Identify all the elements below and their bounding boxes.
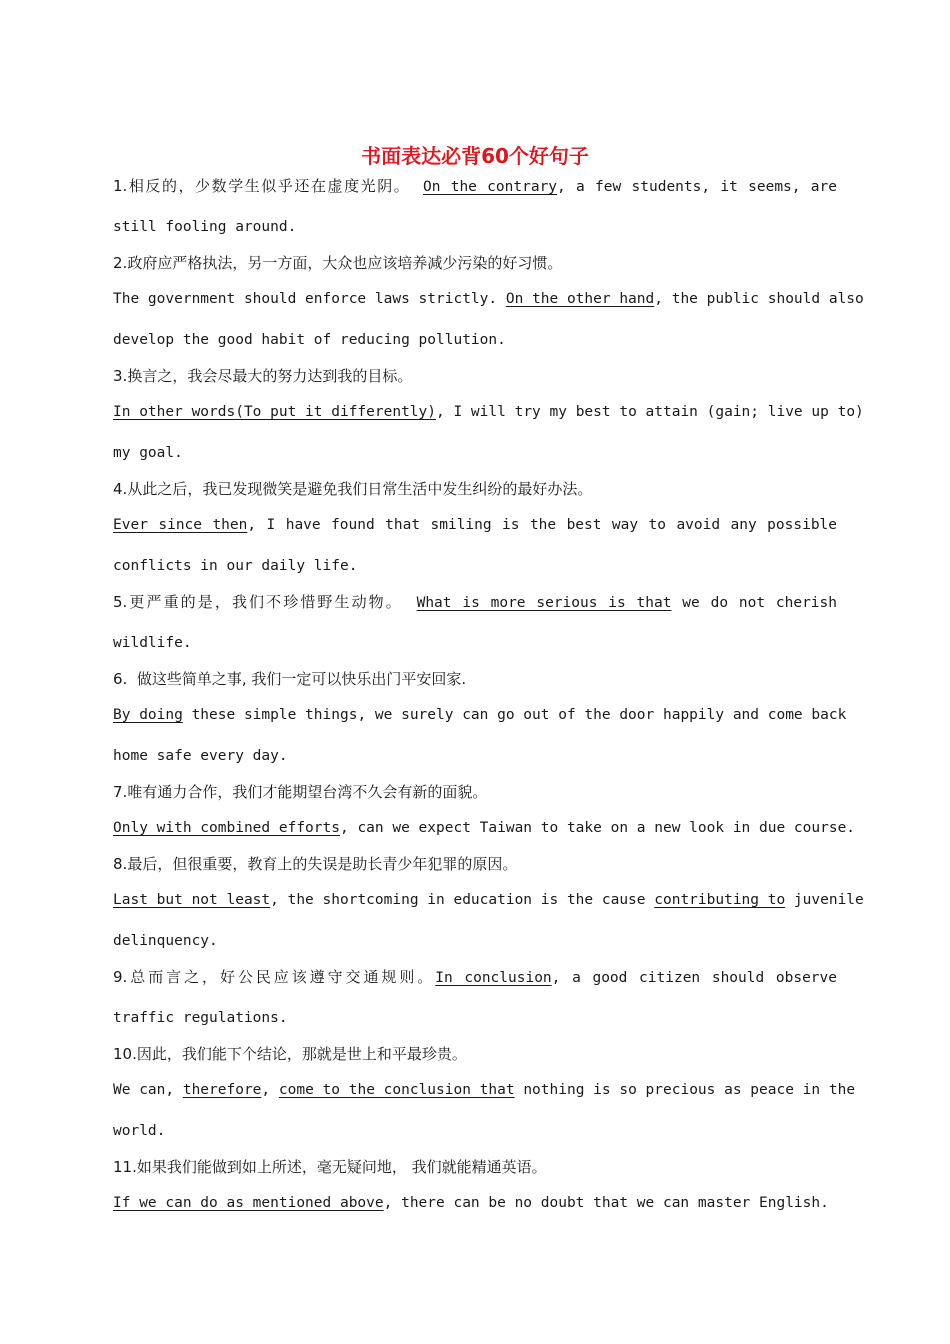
sentence-8-number: 8. <box>113 855 128 873</box>
sentence-10-english-a <box>113 1079 856 1101</box>
sentence-5-number: 5. <box>113 593 128 611</box>
sentence-1-english-b: still fooling around. <box>113 219 297 235</box>
sentence-2-number: 2. <box>113 254 128 272</box>
sentence-2-line <box>113 252 837 274</box>
sentence-10-english-a3: nothing is so precious as peace in the <box>514 1082 856 1098</box>
sentence-7-number: 7. <box>113 783 128 801</box>
sentence-2-english-a1: The government should enforce laws strictly. <box>113 291 506 307</box>
sentence-8-chinese: 最后，但很重要，教育上的失误是助长青少年犯罪的原因。 <box>127 855 518 873</box>
sentence-1-line <box>113 175 837 198</box>
sentence-5-chinese: 更严重的是，我们不珍惜野生动物。 <box>127 593 403 611</box>
page-title: 书面表达必背60个好句子 <box>361 144 589 168</box>
sentence-2-english-b: develop the good habit of reducing pollution. <box>113 332 506 348</box>
sentence-6-line <box>113 668 837 690</box>
sentence-6-english-b: home safe every day. <box>113 748 288 764</box>
sentence-10-line <box>113 1043 837 1065</box>
sentence-10-english-a2: , <box>261 1082 279 1098</box>
sentence-5-english-b: wildlife. <box>113 635 192 651</box>
sentence-4-english-a1: , I have found that smiling is the best way to avoid any possible <box>247 517 838 533</box>
sentence-11-english-a <box>113 1192 837 1214</box>
sentence-2-english-a2: , the public should also <box>654 291 864 307</box>
sentence-6-chinese: 做这些简单之事, 我们一定可以快乐出门平安回家. <box>136 670 467 688</box>
sentence-11-chinese: 如果我们能做到如上所述，毫无疑问地， 我们就能精通英语。 <box>136 1158 547 1176</box>
sentence-7-line <box>113 781 837 803</box>
sentence-8-english-a <box>113 889 864 911</box>
sentence-9-phrase: In conclusion <box>435 970 552 986</box>
sentence-9-number: 9. <box>113 968 128 986</box>
sentence-7-chinese: 唯有通力合作，我们才能期望台湾不久会有新的面貌。 <box>127 783 488 801</box>
sentence-6-english-a1: these simple things, we surely can go out of the door happily and come back <box>182 707 847 723</box>
sentence-10-english-b: world. <box>113 1123 166 1139</box>
sentence-10-phrase: therefore <box>182 1082 262 1098</box>
sentence-10-phrase-2: come to the conclusion that <box>278 1082 515 1098</box>
sentence-9-line <box>113 966 837 989</box>
sentence-6-phrase: By doing <box>113 707 183 723</box>
sentence-4-phrase: Ever since then <box>113 517 248 533</box>
sentence-1-phrase: On the contrary <box>422 179 558 195</box>
sentence-8-english-b: delinquency. <box>113 933 218 949</box>
sentence-3-english-a1: , I will try my best to attain (gain; live up to) <box>436 404 864 420</box>
sentence-3-phrase: In other words(To put it differently) <box>113 404 437 420</box>
sentence-8-phrase: Last but not least <box>113 892 271 908</box>
sentence-5-line <box>113 591 837 614</box>
sentence-6-english-a <box>113 704 847 726</box>
sentence-5-phrase: What is more serious is that <box>416 595 672 611</box>
sentence-3-english-b: my goal. <box>113 445 183 461</box>
sentence-3-number: 3. <box>113 367 128 385</box>
sentence-3-line <box>113 365 837 387</box>
sentence-9-chinese: 总而言之，好公民应该遵守交通规则。 <box>127 968 436 986</box>
sentence-2-english-a <box>113 288 864 310</box>
sentence-9-english-b: traffic regulations. <box>113 1010 288 1026</box>
sentence-8-phrase-2: contributing to <box>654 892 786 908</box>
sentence-3-chinese: 换言之，我会尽最大的努力达到我的目标。 <box>127 367 413 385</box>
sentence-4-number: 4. <box>113 480 128 498</box>
sentence-2-phrase: On the other hand <box>505 291 655 307</box>
sentence-4-english-b: conflicts in our daily life. <box>113 558 358 574</box>
sentence-11-phrase: If we can do as mentioned above <box>113 1195 384 1211</box>
sentence-8-line <box>113 853 837 875</box>
sentence-11-number: 11. <box>113 1158 137 1176</box>
sentence-6-number: 6. <box>113 670 133 688</box>
sentence-4-english-a <box>113 514 837 536</box>
sentence-1-chinese: 相反的，少数学生似乎还在虚度光阴。 <box>127 177 411 195</box>
sentence-10-number: 10. <box>113 1045 137 1063</box>
sentence-8-english-a1: , the shortcoming in education is the cause <box>270 892 655 908</box>
sentence-10-chinese: 因此，我们能下个结论，那就是世上和平最珍贵。 <box>136 1045 467 1063</box>
sentence-7-phrase: Only with combined efforts <box>113 820 340 836</box>
sentence-5-english-a: we do not cherish <box>671 595 837 611</box>
sentence-2-chinese: 政府应严格执法，另一方面，大众也应该培养减少污染的好习惯。 <box>127 254 563 272</box>
sentence-7-english-a1: , can we expect Taiwan to take on a new look in due course. <box>339 820 856 836</box>
sentence-1-number: 1. <box>113 177 128 195</box>
sentence-7-english-a <box>113 817 856 839</box>
sentence-9-english-a: , a good citizen should observe <box>551 970 837 986</box>
sentence-4-line <box>113 478 837 500</box>
sentence-8-english-a2: juvenile <box>785 892 864 908</box>
sentence-3-english-a <box>113 401 864 423</box>
sentence-1-english-a: , a few students, it seems, are <box>557 179 837 195</box>
sentence-11-english-a1: , there can be no doubt that we can master English. <box>383 1195 829 1211</box>
sentence-11-line <box>113 1156 837 1178</box>
sentence-10-english-a1: We can, <box>113 1082 183 1098</box>
sentence-4-chinese: 从此之后，我已发现微笑是避免我们日常生活中发生纠纷的最好办法。 <box>127 480 593 498</box>
